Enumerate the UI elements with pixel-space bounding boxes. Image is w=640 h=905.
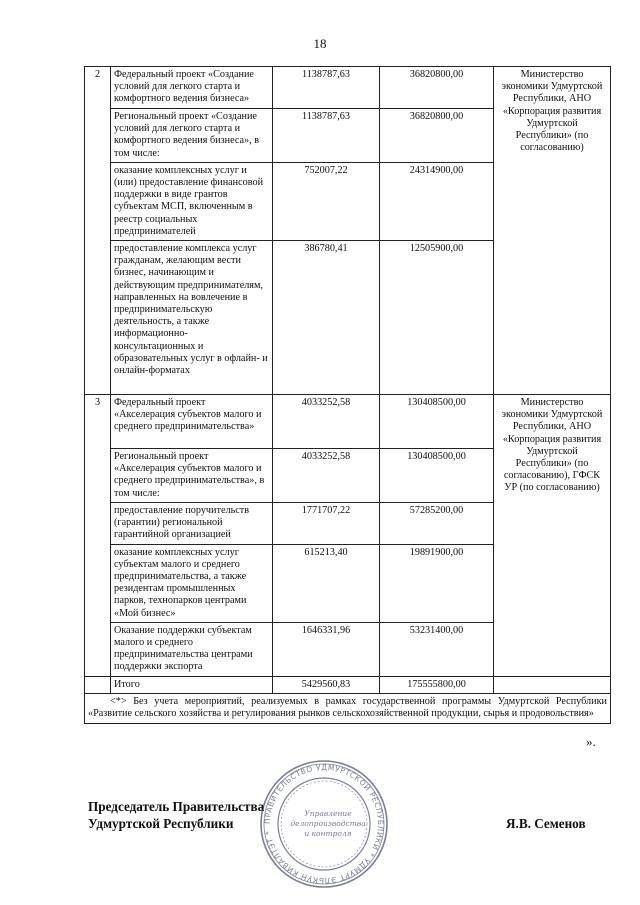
amount-1: 752007,22	[273, 162, 380, 240]
amount-2: 53231400,00	[380, 622, 494, 676]
footnote-row	[85, 693, 611, 723]
official-seal-stamp	[258, 758, 390, 890]
activity-name: оказание комплексных услуг субъектам малого и среднего предпринимательства, а также резидентам промышленных парков, технопарков центрами «Мой бизнес»	[111, 544, 273, 622]
activity-name: предоставление комплекса услуг гражданам, желающим вести бизнес, начинающим и действующим предпринимателям, направленных на вовлечение в предпринимательскую деятельность, а также информационно-консультационных и образовательных услуг в офлайн- и онлайн-форматах	[111, 241, 273, 395]
amount-2: 19891900,00	[380, 544, 494, 622]
amount-2: 12505900,00	[380, 241, 494, 395]
amount-2: 130408500,00	[380, 449, 494, 503]
total-amount-2: 175555800,00	[380, 676, 494, 693]
signatory-title	[88, 798, 264, 832]
table-row	[85, 395, 611, 449]
stamp-outer-text: ПРАВИТЕЛЬСТВО УДМУРТСКОЙ РЕСПУБЛИКИ * УДМУРТ ЭЛЬКУН КИВАЛТЭТ *	[262, 762, 386, 886]
signatory-name: Я.В. Семенов	[506, 816, 586, 831]
signatory-title-line-1: Председатель Правительства	[88, 799, 265, 814]
signatory-title-line-2: Удмуртской Республики	[88, 816, 234, 831]
activity-name: Федеральный проект «Акселерация субъектов малого и среднего предпринимательства»	[111, 395, 273, 449]
total-amount-1: 5429560,83	[273, 676, 380, 693]
table-row	[85, 67, 611, 109]
stamp-inner-line-3: и контроля	[304, 829, 352, 838]
executor: Министерство экономики Удмуртской Республики, АНО «Корпорация развития Удмуртской Республики» (по согласованию)	[494, 67, 611, 395]
amount-1: 386780,41	[273, 241, 380, 395]
activity-name: Федеральный проект «Создание условий для легкого старта и комфортного ведения бизнеса»	[111, 67, 273, 109]
executor: Министерство экономики Удмуртской Республики, АНО «Корпорация развития Удмуртской Республики» (по согласованию), ГФСК УР (по согласованию)	[494, 395, 611, 677]
amount-1: 1771707,22	[273, 503, 380, 545]
closing-quote-mark: ».	[586, 734, 596, 749]
activity-name: оказание комплексных услуг и (или) предоставление финансовой поддержки в виде грантов субъектам МСП, включенным в реестр социальных предпринимателей	[111, 162, 273, 240]
row-number: 3	[85, 395, 111, 677]
funding-table	[84, 66, 611, 724]
total-row	[85, 676, 611, 693]
amount-1: 1138787,63	[273, 109, 380, 163]
stamp-inner-line-1: Управление	[304, 809, 352, 818]
activity-name: Региональный проект «Акселерация субъектов малого и среднего предпринимательства», в том числе:	[111, 449, 273, 503]
page-number: 18	[313, 36, 327, 51]
total-label: Итого	[111, 676, 273, 693]
amount-1: 4033252,58	[273, 395, 380, 449]
amount-2: 36820800,00	[380, 67, 494, 109]
amount-1: 1138787,63	[273, 67, 380, 109]
amount-2: 24314900,00	[380, 162, 494, 240]
amount-1: 4033252,58	[273, 449, 380, 503]
footnote-text: <*> Без учета мероприятий, реализуемых в рамках государственной программы Удмуртской Республики «Развитие сельского хозяйства и регулирования рынков сельскохозяйственной продукции, сырья и продовольствия»	[88, 695, 607, 720]
amount-2: 130408500,00	[380, 395, 494, 449]
amount-1: 615213,40	[273, 544, 380, 622]
amount-1: 1646331,96	[273, 622, 380, 676]
amount-2: 36820800,00	[380, 109, 494, 163]
amount-2: 57285200,00	[380, 503, 494, 545]
activity-name: Оказание поддержки субъектам малого и среднего предпринимательства центрами поддержки экспорта	[111, 622, 273, 676]
row-number: 2	[85, 67, 111, 395]
activity-name: Региональный проект «Создание условий для легкого старта и комфортного ведения бизнеса», в том числе:	[111, 109, 273, 163]
stamp-inner-line-2: делопроизводства	[290, 819, 366, 828]
activity-name: предоставление поручительств (гарантии) региональной гарантийной организацией	[111, 503, 273, 545]
